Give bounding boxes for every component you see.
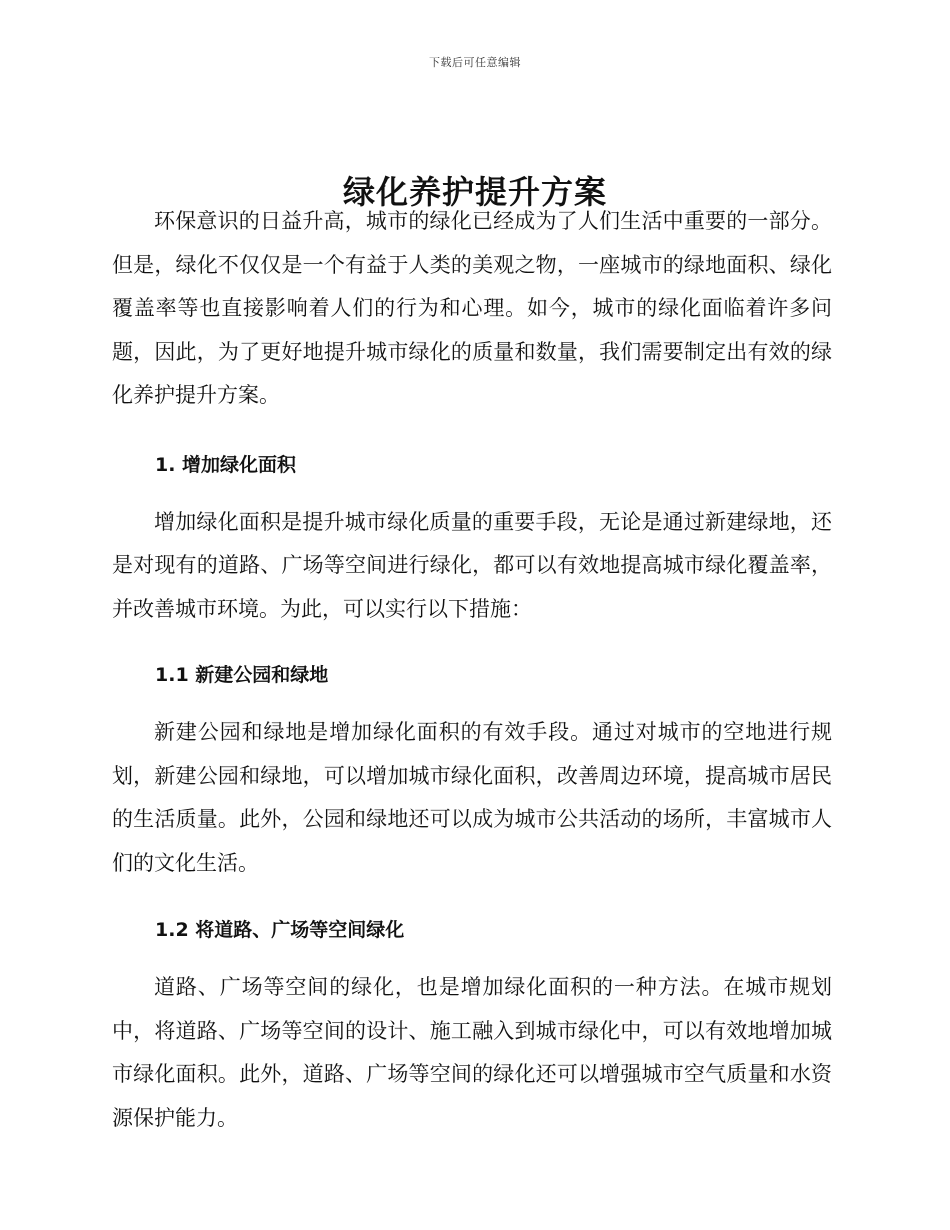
section-paragraph-1-1: 新建公园和绿地是增加绿化面积的有效手段。通过对城市的空地进行规划，新建公园和绿地，可以增加城市绿化面积，改善周边环境，提高城市居民的生活质量。此外，公园和绿地还可以成为城市公共活动的场所，丰富城市人们的文化生活。 [112, 720, 832, 875]
section-heading-1-2: 1.2 将道路、广场等空间绿化 [155, 919, 405, 941]
document-title: 绿化养护提升方案 [342, 173, 607, 212]
section-heading-1: 1. 增加绿化面积 [155, 453, 297, 476]
section-heading-1-1: 1.1 新建公园和绿地 [155, 664, 329, 686]
section-paragraph-1: 增加绿化面积是提升城市绿化质量的重要手段，无论是通过新建绿地，还是对现有的道路、广场等空间进行绿化，都可以有效地提高城市绿化覆盖率，并改善城市环境。为此，可以实行以下措施： [112, 509, 832, 621]
page-header-note: 下载后可任意编辑 [429, 56, 521, 69]
section-paragraph-1-2: 道路、广场等空间的绿化，也是增加绿化面积的一种方法。在城市规划中，将道路、广场等空间的设计、施工融入到城市绿化中，可以有效地增加城市绿化面积。此外，道路、广场等空间的绿化还可以增强城市空气质量和水资源保护能力。 [112, 975, 832, 1130]
intro-paragraph: 环保意识的日益升高，城市的绿化已经成为了人们生活中重要的一部分。但是，绿化不仅仅是一个有益于人类的美观之物，一座城市的绿地面积、绿化覆盖率等也直接影响着人们的行为和心理。如今，城市的绿化面临着许多问题，因此，为了更好地提升城市绿化的质量和数量，我们需要制定出有效的绿化养护提升方案。 [112, 209, 832, 407]
document-body [112, 200, 832, 1140]
